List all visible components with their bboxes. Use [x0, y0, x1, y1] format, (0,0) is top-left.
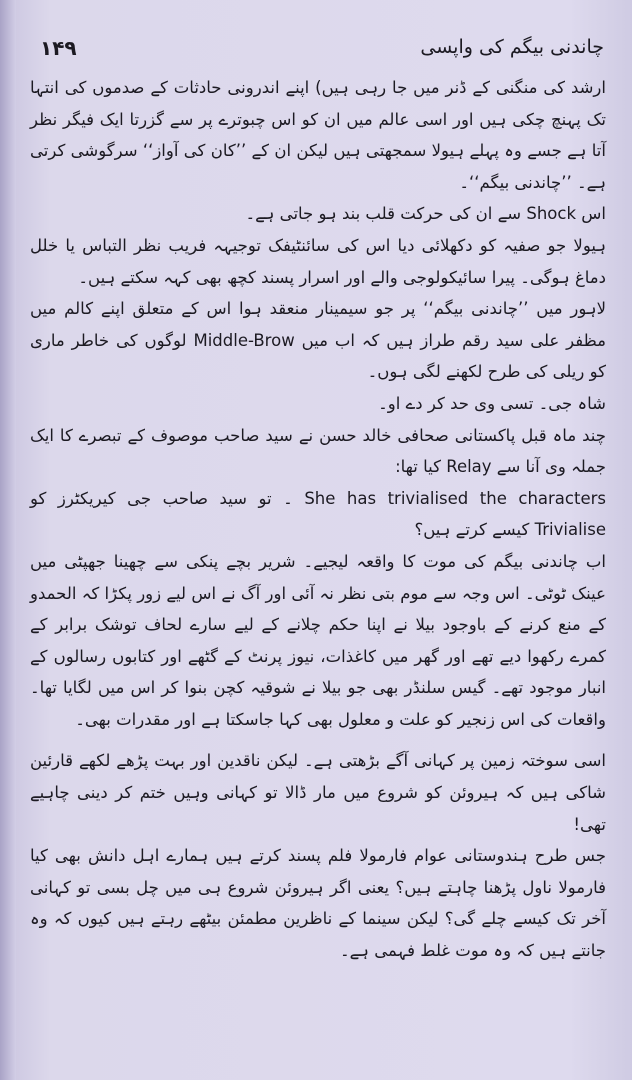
paragraph: جس طرح ہندوستانی عوام فارمولا فلم پسند کرتے ہیں ہمارے اہل دانش بھی کیا فارمولا ناول پڑھنا چاہتے ہیں؟ یعنی اگر ہیروئن شروع ہی میں چل بسی تو کہانی آخر تک کیسے چلے گی؟ لیکن سینما کے ناظرین مطمئن بیٹھے رہتے ہیں کیوں کہ وہ جانتے ہیں کہ وہ موت غلط فہمی ہے۔	[30, 846, 606, 961]
paragraph: شاہ جی۔ تسی وی حد کر دے او۔	[378, 393, 606, 413]
paragraph: چند ماہ قبل پاکستانی صحافی خالد حسن نے سید صاحب موصوف کے تبصرے کا ایک جملہ وی آنا سے Relay کیا تھا:	[30, 425, 606, 477]
paragraph: ہیولا جو صفیہ کو دکھلائی دیا اس کی سائنٹیفک توجیہہ فریب نظر التباس یا خلل دماغ ہوگی۔ پیرا سائیکولوجی والے اور اسرار پسند کچھ بھی کہہ سکتے ہیں۔	[30, 235, 606, 287]
paragraph: ارشد کی منگنی کے ڈنر میں جا رہی ہیں) اپنے اندرونی حادثات کے صدموں کی انتہا تک پہنچ چکی ہیں اور اسی عالم میں ان کو اس چبوترے پر سے گزرتا ایک فیگر نظر آتا ہے جسے وہ پہلے ہیولا سمجھتی ہیں لیکن ان کے ’’کان کی آواز‘‘ سرگوشی کرتی ہے۔ ’’چاندنی بیگم‘‘۔	[30, 78, 606, 192]
paragraph: اب چاندنی بیگم کی موت کا واقعہ لیجیے۔ شریر بچے پنکی سے چھینا جھپٹی میں عینک ٹوٹی۔ اس وجہ سے موم بتی نظر نہ آئی اور آگ نے اس لیے زور پکڑا کہ الحمدو کے منع کرنے کے باوجود بیلا نے اپنا حکم چلانے کے لیے سارے لحاف توشک برابر کے کمرے رکھوا دیے تھے اور گھر میں کاغذات، نیوز پرنٹ کے گٹھے اور کتابوں رسالوں کے انبار موجود تھے۔ گیس سلنڈر بھی جو بیلا نے شوقیہ کچن بنوا کر اس میں لگایا تھا۔ واقعات کی اس زنجیر کو علت و معلول بھی کہا جاسکتا ہے اور مقدرات بھی۔	[30, 551, 606, 729]
book-spine-shadow	[0, 0, 16, 1080]
paragraph: لاہور میں ’’چاندنی بیگم‘‘ پر جو سیمینار منعقد ہوا اس کے متعلق اپنے کالم میں مظفر علی سید رقم طراز ہیں کہ اب میں Middle-Brow لوگوں کی خاطر ماری کو ریلی کی طرح لکھنے لگی ہوں۔	[30, 299, 606, 382]
paragraph: اسی سوختہ زمین پر کہانی آگے بڑھتی ہے۔ لیکن ناقدین اور بہت پڑھے لکھے قارئین شاکی ہیں کہ ہیروئن کو شروع میں مار ڈالا تو کہانی وہیں ختم کر دینی چاہیے تھی!	[30, 751, 606, 834]
paragraph: She has trivialised the characters ۔ تو سید صاحب جی کیریکٹرز کو Trivialise کیسے کرتے ہیں؟	[30, 488, 606, 540]
running-title: چاندنی بیگم کی واپسی	[420, 36, 604, 58]
body-text	[30, 72, 606, 967]
page-number: ۱۴۹	[40, 36, 77, 60]
paragraph: اس Shock سے ان کی حرکت قلب بند ہو جاتی ہے۔	[245, 204, 606, 224]
page-header	[40, 36, 604, 66]
